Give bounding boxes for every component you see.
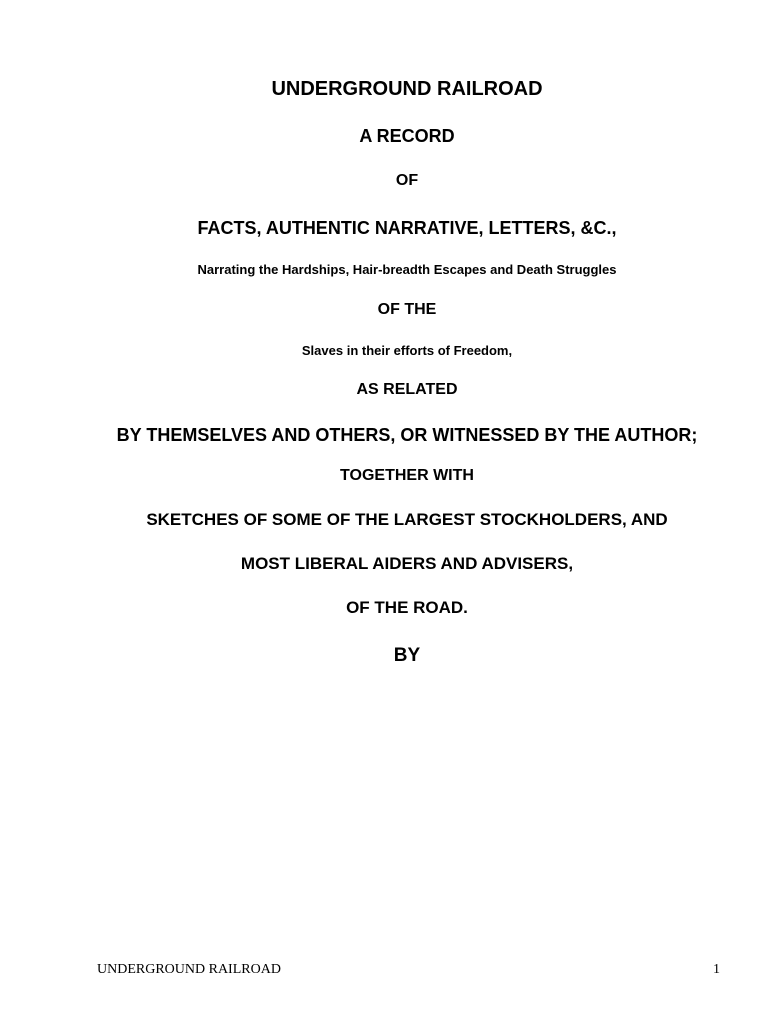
subtitle-of-the-road: OF THE ROAD. xyxy=(346,598,468,617)
subtitle-record: A RECORD xyxy=(359,126,455,146)
connector-together-with: TOGETHER WITH xyxy=(340,467,474,484)
author-by: BY xyxy=(393,645,421,666)
connector-of-the: OF THE xyxy=(377,301,437,318)
footer-running-title: UNDERGROUND RAILROAD xyxy=(97,962,281,977)
subtitle-most-liberal: MOST LIBERAL AIDERS AND ADVISERS, xyxy=(240,554,574,573)
connector-as-related: AS RELATED xyxy=(356,381,458,398)
connector-of: OF xyxy=(395,172,419,189)
subtitle-facts: FACTS, AUTHENTIC NARRATIVE, LETTERS, &C., xyxy=(197,218,617,238)
description-narrating: Narrating the Hardships, Hair-breadth Escapes and Death Struggles xyxy=(197,262,617,277)
description-slaves: Slaves in their efforts of Freedom, xyxy=(301,343,513,358)
subtitle-by-themselves: BY THEMSELVES AND OTHERS, OR WITNESSED BY THE AUTHOR; xyxy=(116,425,698,445)
subtitle-sketches: SKETCHES OF SOME OF THE LARGEST STOCKHOLDERS, AND xyxy=(146,510,668,529)
document-title: UNDERGROUND RAILROAD xyxy=(271,78,543,100)
footer-page-number: 1 xyxy=(713,962,720,977)
